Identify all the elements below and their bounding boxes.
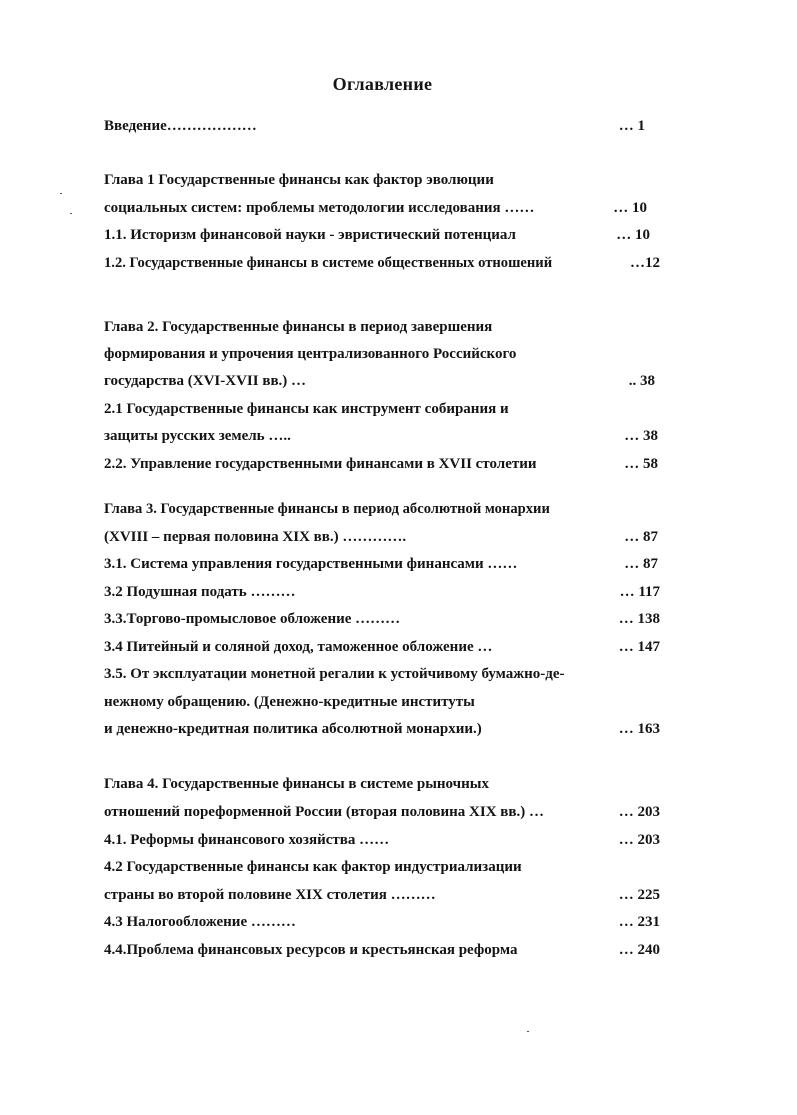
toc-section-1-1: 1.1. Историзм финансовой науки - эвристический потенциал	[104, 227, 516, 243]
toc-page-section-4-4: … 240	[618, 942, 660, 958]
toc-section-3-5-line-1: 3.5. От эксплуатации монетной регалии к устойчивому бумажно-де-	[104, 666, 565, 682]
toc-page-chapter-3: … 87	[624, 529, 658, 545]
toc-page-chapter-4: … 203	[618, 804, 660, 820]
toc-page-introduction: … 1	[618, 118, 645, 134]
toc-page-section-2-2: … 58	[624, 456, 658, 472]
toc-page-section-2-1: … 38	[624, 428, 658, 444]
toc-section-2-1-line-2: защиты русских земель …..	[104, 428, 291, 444]
toc-page-section-3-2: … 117	[619, 584, 660, 600]
toc-section-4-4: 4.4.Проблема финансовых ресурсов и крестьянская реформа	[104, 942, 518, 958]
scan-speck	[527, 1031, 529, 1032]
toc-page-section-4-1: … 203	[618, 832, 660, 848]
toc-chapter-2-line-1: Глава 2. Государственные финансы в период завершения	[104, 319, 493, 335]
toc-page-section-4-2: … 225	[618, 887, 660, 903]
toc-section-3-5-line-3: и денежно-кредитная политика абсолютной монархии.)	[104, 721, 482, 737]
toc-page-section-3-3: … 138	[618, 611, 660, 627]
toc-section-4-3: 4.3 Налогообложение ………	[104, 914, 296, 930]
scan-speck	[70, 213, 72, 214]
toc-section-4-1: 4.1. Реформы финансового хозяйства ……	[104, 832, 390, 848]
toc-chapter-3-line-1: Глава 3. Государственные финансы в период абсолютной монархии	[104, 501, 550, 517]
toc-chapter-3-line-2: (XVIII – первая половина XIX вв.) ………….	[104, 529, 407, 545]
toc-chapter-1-line-1: Глава 1 Государственные финансы как фактор эволюции	[104, 172, 494, 188]
toc-chapter-2-line-3: государства (XVI-XVII вв.) …	[104, 373, 307, 389]
toc-chapter-4-line-2: отношений пореформенной России (вторая половина XIX вв.) …	[104, 804, 544, 820]
toc-page-section-1-2: …12	[630, 255, 660, 271]
toc-page-section-4-3: … 231	[618, 914, 660, 930]
toc-section-2-2: 2.2. Управление государственными финансами в XVII столетии	[104, 456, 537, 472]
toc-section-3-2: 3.2 Подушная подать ………	[104, 584, 296, 600]
scan-speck	[60, 193, 62, 194]
toc-section-3-1: 3.1. Система управления государственными финансами ……	[104, 556, 518, 572]
toc-section-2-1-line-1: 2.1 Государственные финансы как инструмент собирания и	[104, 401, 509, 417]
toc-page-section-3-1: … 87	[624, 556, 658, 572]
toc-section-3-4: 3.4 Питейный и соляной доход, таможенное обложение …	[104, 639, 493, 655]
page-title: Оглавление	[332, 74, 433, 94]
toc-page-chapter-2: .. 38	[628, 373, 655, 389]
toc-section-3-5-line-2: нежному обращению. (Денежно-кредитные институты	[104, 694, 475, 710]
toc-chapter-4-line-1: Глава 4. Государственные финансы в системе рыночных	[104, 776, 489, 792]
toc-section-4-2-line-2: страны во второй половине XIX столетия ………	[104, 887, 436, 903]
toc-page-section-3-5: … 163	[618, 721, 660, 737]
toc-page-section-3-4: … 147	[618, 639, 660, 655]
toc-section-4-2-line-1: 4.2 Государственные финансы как фактор индустриализации	[104, 859, 522, 875]
toc-section-3-3: 3.3.Торгово-промысловое обложение ………	[104, 611, 401, 627]
toc-section-1-2: 1.2. Государственные финансы в системе общественных отношений	[104, 255, 553, 271]
toc-chapter-2-line-2: формирования и упрочения централизованного Российского	[104, 346, 517, 362]
toc-entry-introduction: Введение………………	[104, 118, 257, 134]
toc-page-section-1-1: … 10	[616, 227, 650, 243]
toc-chapter-1-line-2: социальных систем: проблемы методологии исследования ……	[104, 200, 535, 216]
toc-page-chapter-1: … 10	[613, 200, 647, 216]
